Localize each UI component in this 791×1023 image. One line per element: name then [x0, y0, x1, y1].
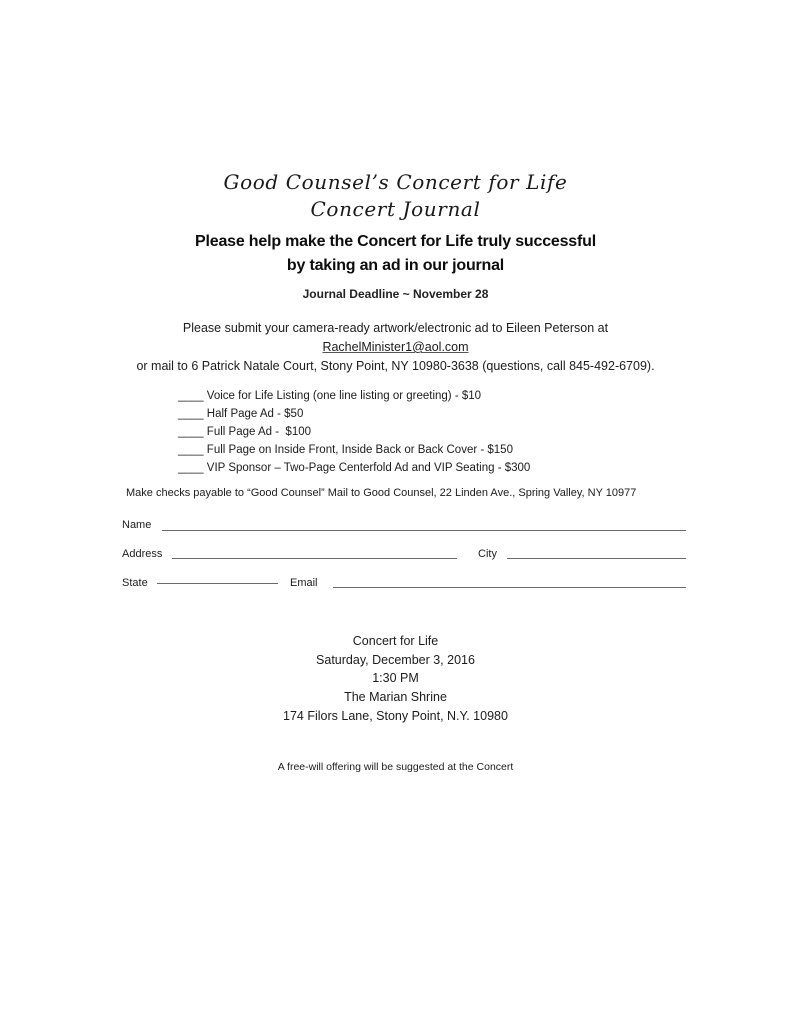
option-label: Full Page on Inside Front, Inside Back or Back Cover - $150 — [206, 444, 513, 456]
journal-deadline: Journal Deadline ~ November 28 — [302, 287, 489, 301]
option-blank[interactable]: ____ — [178, 390, 204, 402]
submission-instructions: Please submit your camera-ready artwork/electronic ad to Eileen Peterson at — [182, 321, 609, 335]
email-label: Email — [290, 577, 318, 589]
checks-payable-note: Make checks payable to “Good Counsel” Mail to Good Counsel, 22 Linden Ave., Spring Valley, NY 10977 — [126, 487, 637, 499]
city-field[interactable] — [507, 558, 686, 559]
option-label: VIP Sponsor – Two-Page Centerfold Ad and VIP Seating - $300 — [206, 462, 531, 474]
event-name: Concert for Life — [352, 634, 439, 648]
journal-title-line2: Concert Journal — [310, 197, 481, 221]
ad-option[interactable] — [178, 408, 303, 420]
option-label: Half Page Ad - $50 — [206, 408, 304, 420]
journal-title-line1: Good Counsel’s Concert for Life — [223, 170, 568, 194]
submission-email-row — [0, 340, 791, 354]
free-will-offering-note: A free-will offering will be suggested at the Concert — [277, 761, 514, 773]
option-blank[interactable]: ____ — [178, 444, 204, 456]
ad-option[interactable] — [178, 426, 311, 438]
option-label: Voice for Life Listing (one line listing or greeting) - $10 — [206, 390, 482, 402]
ad-option[interactable] — [178, 390, 481, 402]
option-blank[interactable]: ____ — [178, 408, 204, 420]
appeal-heading-line1: Please help make the Concert for Life truly successful — [195, 233, 596, 250]
option-label: Full Page Ad - $100 — [206, 426, 312, 438]
event-venue: The Marian Shrine — [344, 690, 447, 704]
city-label: City — [478, 548, 497, 560]
event-date: Saturday, December 3, 2016 — [316, 653, 475, 667]
name-field[interactable] — [162, 530, 686, 531]
option-blank[interactable]: ____ — [178, 462, 204, 474]
email-field[interactable] — [333, 587, 686, 588]
option-blank[interactable]: ____ — [178, 426, 204, 438]
submission-email-link[interactable]: RachelMinister1@aol.com — [322, 340, 469, 354]
address-label: Address — [122, 548, 163, 560]
name-label: Name — [122, 519, 152, 531]
ad-option[interactable] — [178, 444, 513, 456]
event-address: 174 Filors Lane, Stony Point, N.Y. 10980 — [283, 709, 508, 723]
mail-address-line: or mail to 6 Patrick Natale Court, Stony Point, NY 10980-3638 (questions, call 845-492-6709). — [136, 359, 655, 373]
address-field[interactable] — [172, 558, 457, 559]
state-field[interactable] — [157, 583, 278, 584]
appeal-heading-line2: by taking an ad in our journal — [286, 257, 505, 274]
state-label: State — [122, 577, 148, 589]
event-time: 1:30 PM — [372, 671, 419, 685]
ad-option[interactable] — [178, 462, 530, 474]
